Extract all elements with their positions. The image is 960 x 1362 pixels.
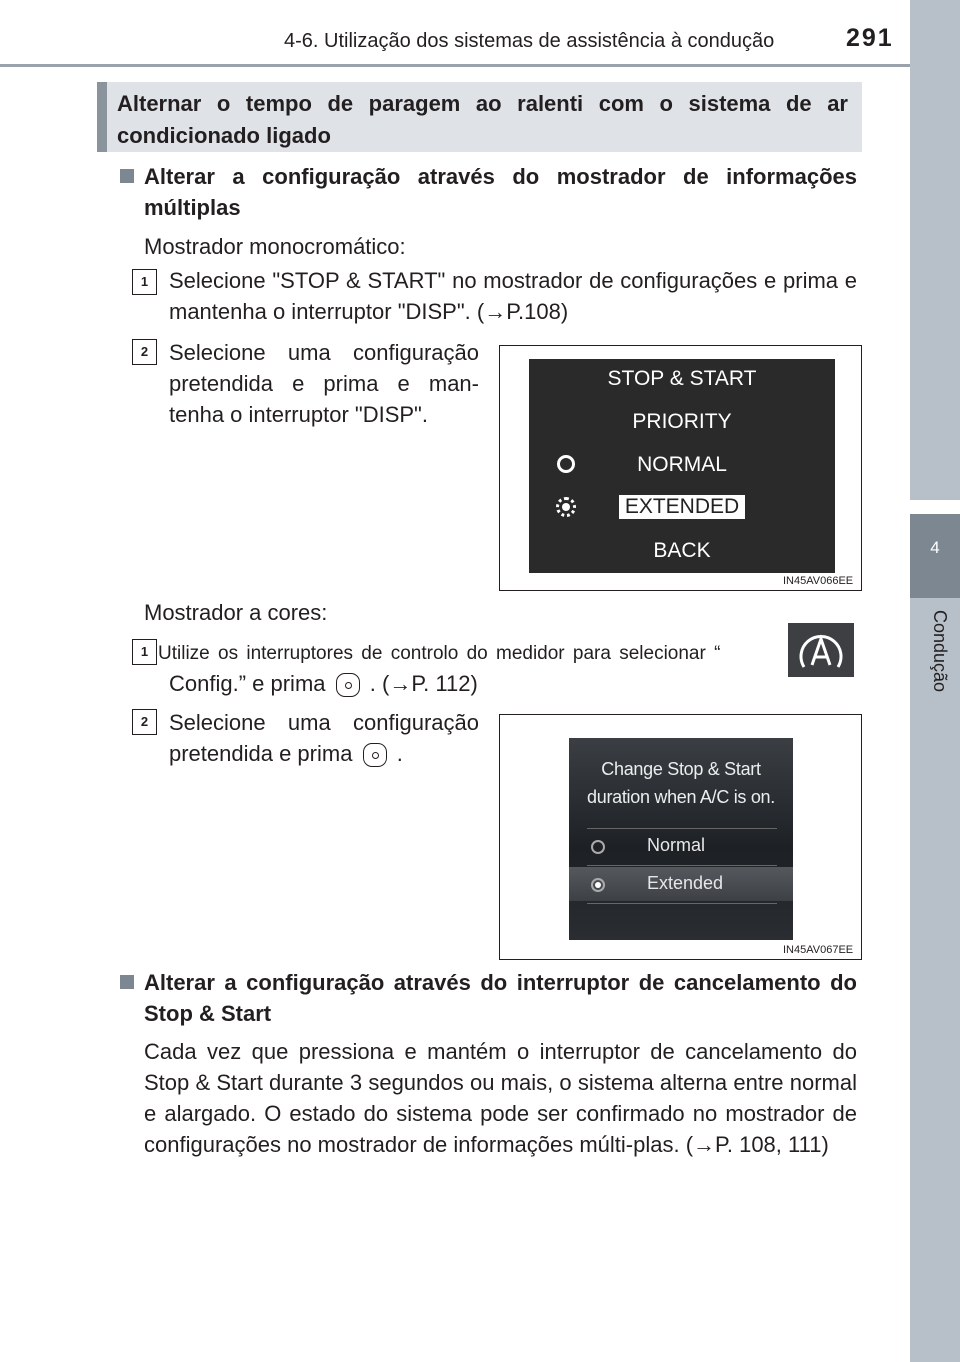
color-step-1-line2 — [169, 668, 478, 699]
step-number: 1 — [132, 269, 157, 295]
chapter-number: 4 — [930, 538, 940, 557]
figure-color-display — [499, 714, 862, 960]
sub-heading-2 — [120, 967, 857, 1029]
mono-title: STOP & START — [607, 367, 757, 390]
divider — [587, 903, 777, 904]
color-screen — [569, 738, 793, 940]
header-title: 4-6. Utilização dos sistemas de assistência à condução — [284, 30, 775, 52]
color-screen-title-1: Change Stop & Start — [601, 759, 761, 779]
header-rule — [0, 64, 960, 67]
radio-empty-icon — [591, 840, 605, 854]
sub-heading-2-text: Alterar a configuração através do interruptor de cancelamento do Stop & Start — [144, 970, 857, 1026]
color-step-2-line — [169, 707, 479, 769]
radio-selected-icon — [591, 878, 605, 892]
color-label: Mostrador a cores: — [144, 600, 328, 625]
section-title-box — [97, 82, 862, 152]
square-bullet-icon — [120, 169, 134, 183]
step-number: 1 — [132, 639, 157, 665]
color-option-extended-label: Extended — [647, 873, 724, 893]
divider — [587, 865, 777, 866]
mono-option-extended: EXTENDED — [619, 495, 745, 519]
dial-switch-icon — [336, 673, 360, 697]
dial-switch-icon — [363, 743, 387, 767]
sub-heading-1-text: Alterar a configuração através do mostrador de informações múltiplas — [144, 164, 857, 220]
mono-option-back: BACK — [653, 539, 711, 562]
figure-code: IN45AV066EE — [783, 575, 854, 587]
chapter-tab[interactable] — [910, 514, 960, 598]
figure-mono-display — [499, 345, 862, 591]
chapter-label: Condução — [930, 610, 950, 693]
section-title: Alternar o tempo de paragem ao ralenti com o sistema de ar condicionado ligado — [117, 91, 848, 148]
a-settings-icon — [788, 623, 854, 677]
sub-2-body: Cada vez que pressiona e mantém o interruptor de cancelamento do Stop & Start durante 3 segundos ou mais, o sistema alterna entre normal e alargado. O estado do sistema pode ser confirmado no mostrador de configurações no mostrador de informações múlti-plas. (→P. 108, 111) — [144, 1039, 857, 1157]
color-step-1-text-a: Utilize os interruptores de controlo do medidor para selecionar “ — [158, 643, 721, 664]
color-step-1-text-c: . (→P. 112) — [369, 671, 478, 696]
figure-code: IN45AV067EE — [783, 944, 854, 956]
color-step-1-text-b: Config.” e prima — [169, 671, 326, 696]
color-step-2-end: . — [396, 741, 403, 766]
mono-step-2-text: Selecione uma configuração pretendida e prima e man-tenha o interruptor "DISP". — [169, 340, 479, 427]
mono-option-priority: PRIORITY — [632, 410, 732, 433]
square-bullet-icon — [120, 975, 134, 989]
color-screen-title-2: duration when A/C is on. — [587, 787, 775, 807]
page-number: 291 — [846, 24, 894, 52]
sub-heading-1 — [120, 161, 857, 223]
mono-label: Mostrador monocromático: — [144, 234, 406, 259]
mono-screen — [529, 359, 835, 573]
side-tab-top — [910, 0, 960, 500]
mono-option-normal: NORMAL — [637, 453, 727, 476]
color-option-normal-label: Normal — [647, 835, 706, 855]
step-number: 2 — [132, 339, 157, 365]
color-step-2-text: Selecione uma configuração pretendida e prima — [169, 710, 479, 766]
color-option-extended — [569, 867, 793, 901]
mono-step-1-text: Selecione "STOP & START" no mostrador de configurações e prima e mantenha o interruptor "DISP". (→P.108) — [169, 268, 857, 324]
color-option-normal — [569, 829, 793, 863]
step-number: 2 — [132, 709, 157, 735]
